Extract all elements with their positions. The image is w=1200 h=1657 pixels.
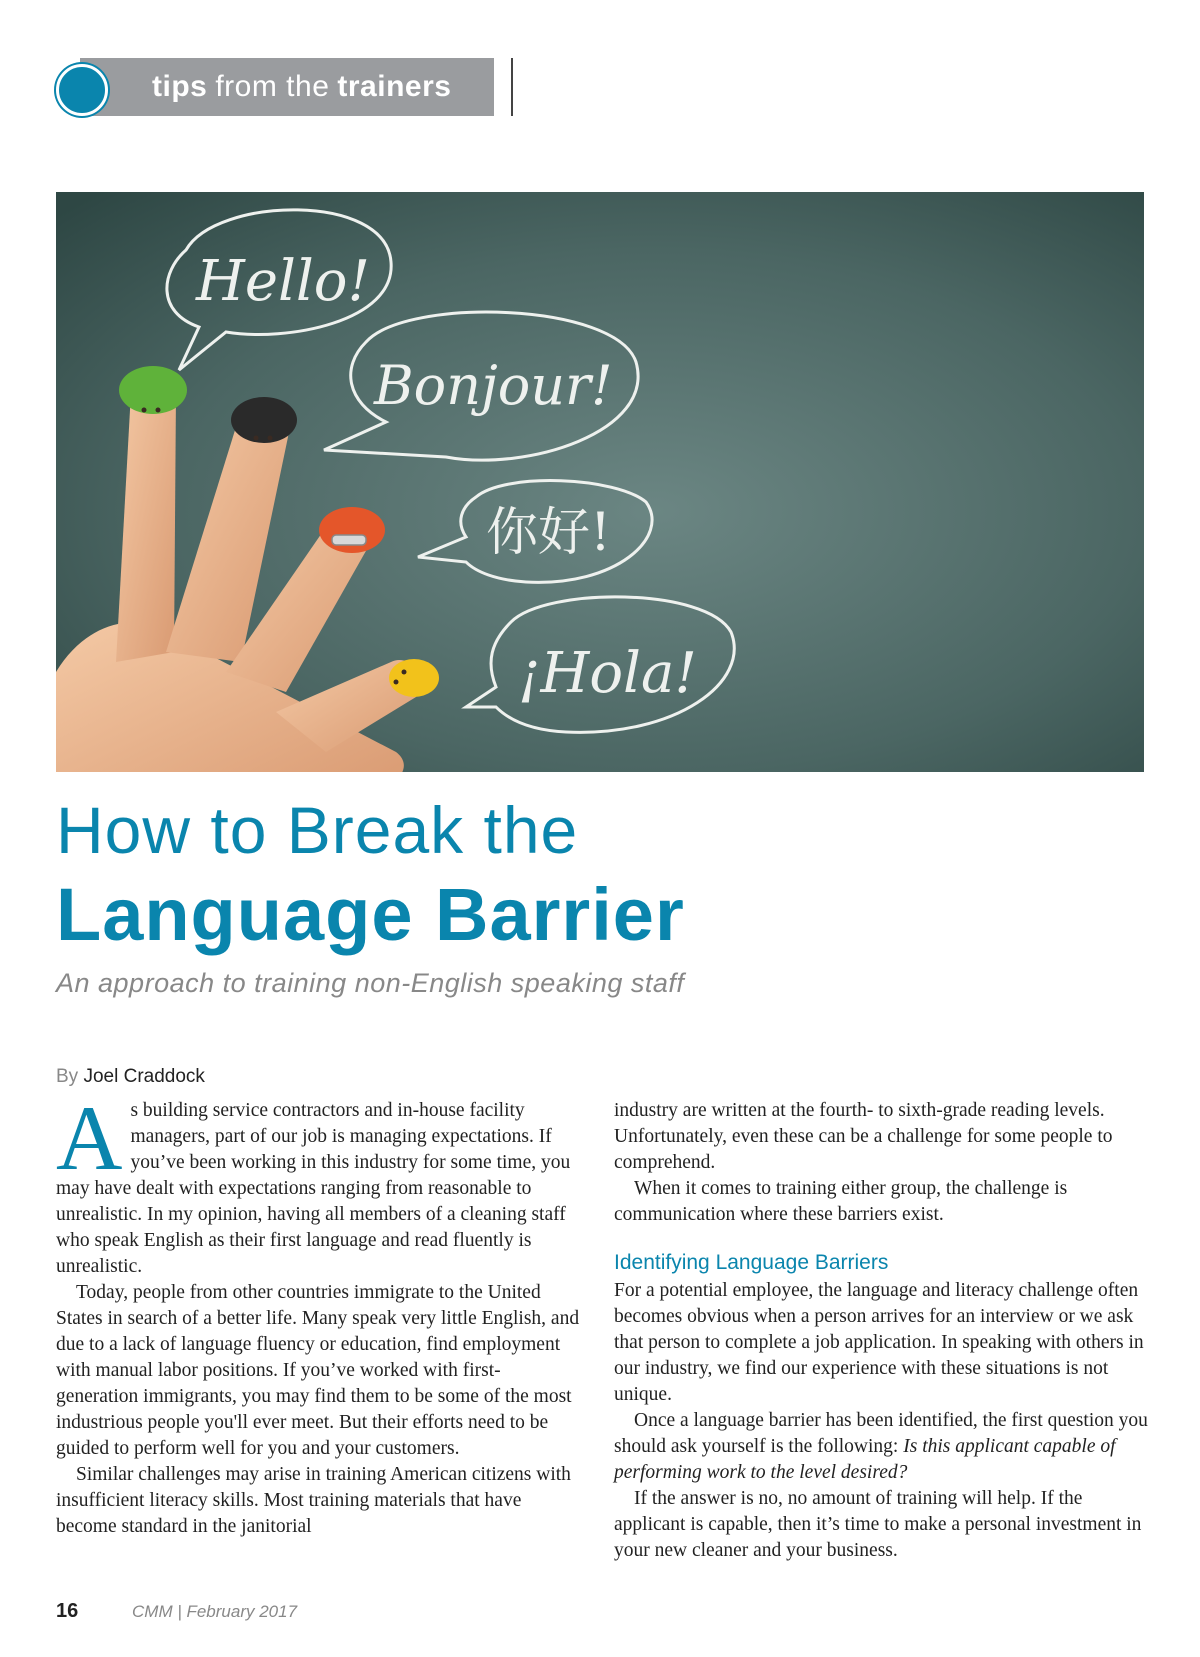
byline [56, 1066, 205, 1088]
paragraph: If the answer is no, no amount of training will help. If the applicant is capable, then it’s time to make a personal investment in your new cleaner and your business. [614, 1488, 1142, 1561]
article-title-line2: Language Barrier [56, 873, 685, 956]
bubble-nihao: 你好! [486, 503, 611, 563]
question-italic: Is this applicant capable of performing work to the level desired? [614, 1436, 1116, 1483]
drop-cap: A [56, 1087, 123, 1189]
byline-author: Joel Craddock [83, 1066, 205, 1087]
bubble-hello: Hello! [196, 249, 371, 314]
publication-info: CMM | February 2017 [132, 1602, 298, 1621]
article-column-right [614, 1098, 1154, 1564]
tab-word-tips: tips [152, 70, 208, 103]
paragraph [56, 1087, 580, 1280]
article-column-left [56, 1087, 580, 1540]
paragraph: When it comes to training either group, the challenge is communication where these barriers exist. [614, 1178, 1068, 1225]
bubble-hola: ¡Hola! [518, 641, 697, 706]
paragraph-text: s building service contractors and in-house facility managers, part of our job is managing expectations. If you’ve been working in this industry for some time, you may have dealt with expectations ranging from reasonable to unrealistic. In my opinion, having all members of a cleaning staff who speak English as their first language and read fluently is unrealistic. [56, 1100, 571, 1277]
tab-word-from-the: from the [215, 70, 330, 103]
paragraph: For a potential employee, the language and literacy challenge often becomes obvious when a person arrives for an interview or we ask that person to complete a job application. In speaking with others in our industry, we find our experience with these situations is not unique. [614, 1280, 1144, 1405]
paragraph: industry are written at the fourth- to sixth-grade reading levels. Unfortunately, even these can be a challenge for some people to comprehend. [614, 1100, 1113, 1173]
page-number: 16 [56, 1600, 79, 1622]
article-subtitle: An approach to training non-English speaking staff [56, 968, 685, 998]
paragraph [614, 1408, 1154, 1486]
tab-word-trainers: trainers [337, 70, 452, 103]
paragraph: Today, people from other countries immigrate to the United States in search of a better life. Many speak very little English, and due to a lack of language fluency or education, find employment with manual labor positions. If you’ve worked with first-generation immigrants, you may find them to be some of the most industrious people you'll ever meet. But their efforts need to be guided to perform well for you and your customers. [56, 1282, 580, 1459]
hero-image [56, 192, 1144, 772]
bubble-bonjour: Bonjour! [374, 354, 613, 417]
paragraph-text: Once a language barrier has been identified, the first question you should ask yourself is the following: [614, 1410, 1148, 1457]
byline-by: By [56, 1066, 79, 1087]
section-heading: Identifying Language Barriers [614, 1251, 889, 1274]
section-tab [80, 58, 494, 116]
section-tab-circle [56, 64, 108, 116]
paragraph: Similar challenges may arise in training American citizens with insufficient literacy skills. Most training materials that have become standard in the janitorial [56, 1464, 571, 1537]
tab-divider [511, 58, 513, 116]
article-title-line1: How to Break the [56, 793, 579, 867]
